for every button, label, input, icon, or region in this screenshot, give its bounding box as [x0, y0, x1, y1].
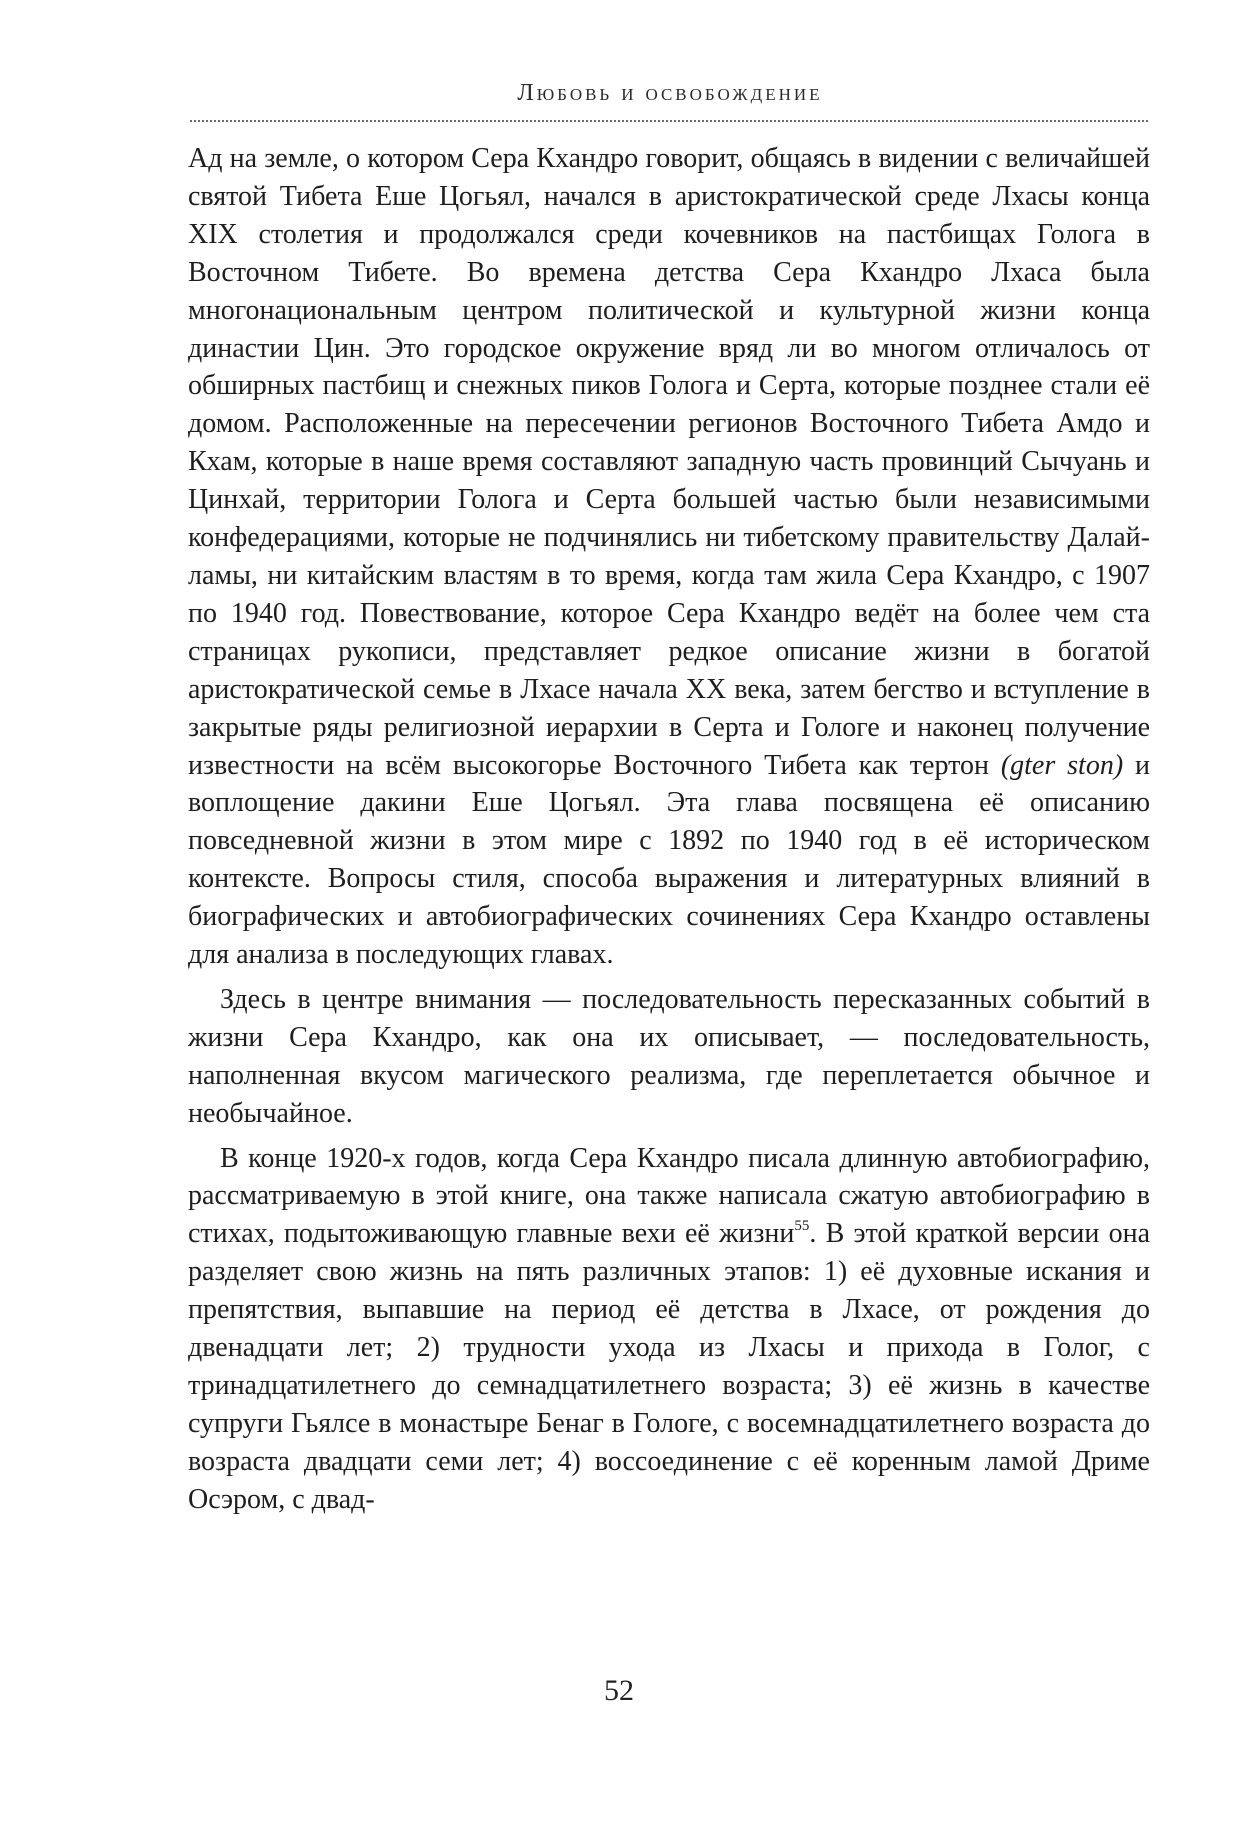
tibetan-term: (gter ston)	[1000, 749, 1124, 781]
page-number: 52	[604, 1674, 634, 1707]
running-title: Любовь и освобождение	[517, 80, 823, 106]
paragraph-3	[188, 1140, 1150, 1519]
header-divider	[190, 120, 1148, 122]
paragraph-1	[188, 140, 1150, 974]
paragraph-1-text: Ад на земле, о котором Сера Кхандро говорит, общаясь в видении с величайшей святой Тибета Еше Цогьял, начался в аристократической среде Лхасы конца XIX столетия и продолжался среди кочевников на пастбищах Голога в Восточном Тибете. Во времена детства Сера Кхандро Лхаса была многонациональным центром политической и культурной жизни конца династии Цин. Это городское окружение вряд ли во многом отличалось от обширных пастбищ и снежных пиков Голога и Серта, которые позднее стали её домом. Расположенные на пересечении регионов Восточного Тибета Амдо и Кхам, которые в наше время составляют западную часть провинций Сычуань и Цинхай, территории Голога и Серта большей частью были независимыми конфедерациями, которые не подчинялись ни тибетскому правительству Далай-ламы, ни китайским властям в то время, когда там жила Сера Кхандро, с 1907 по 1940 год. Повествование, которое Сера Кхандро ведёт на более чем ста страницах рукописи, представляет редкое описание жизни в богатой аристократической семье в Лхасе начала XX века, затем бегство и вступление в закрытые ряды религиозной иерархии в Серта и Гологе и наконец получение известности на всём высокогорье Восточного Тибета как тертон	[188, 143, 1150, 781]
footnote-marker: 55	[794, 1218, 810, 1235]
body-text	[188, 140, 1150, 1519]
paragraph-3-text: В конце 1920-х годов, когда Сера Кхандро писала длинную автобиографию, рассматриваемую в этой книге, она также написала сжатую автобиографию в стихах, подытоживающую главные вехи её жизни	[188, 1142, 1150, 1250]
paragraph-1-rest: и воплощение дакини Еше Цогьял. Эта глава посвящена её описанию повседневной жизни в этом мире с 1892 по 1940 год в её историческом контексте. Вопросы стиля, способа выражения и литературных влияний в биографических и автобиографических сочинениях Сера Кхандро оставлены для анализа в последующих главах.	[188, 749, 1151, 971]
paragraph-2: Здесь в центре внимания — последовательность пересказанных событий в жизни Сера Кхандро, как она их описывает, — последовательность, наполненная вкусом магического реализма, где переплетается обычное и необычайное.	[188, 983, 1150, 1129]
paragraph-3-rest: . В этой краткой версии она разделяет свою жизнь на пять различных этапов: 1) её духовные искания и препятствия, выпавшие на период её детства в Лхасе, от рождения до двенадцати лет; 2) трудности ухода из Лхасы и прихода в Голог, с тринадцатилетнего до семнадцатилетнего возраста; 3) её жизнь в качестве супруги Гьялсе в монастыре Бенаг в Гологе, с восемнадцатилетнего возраста до возраста двадцати семи лет; 4) воссоединение с её коренным ламой Дриме Осэром, с двад-	[188, 1218, 1151, 1515]
